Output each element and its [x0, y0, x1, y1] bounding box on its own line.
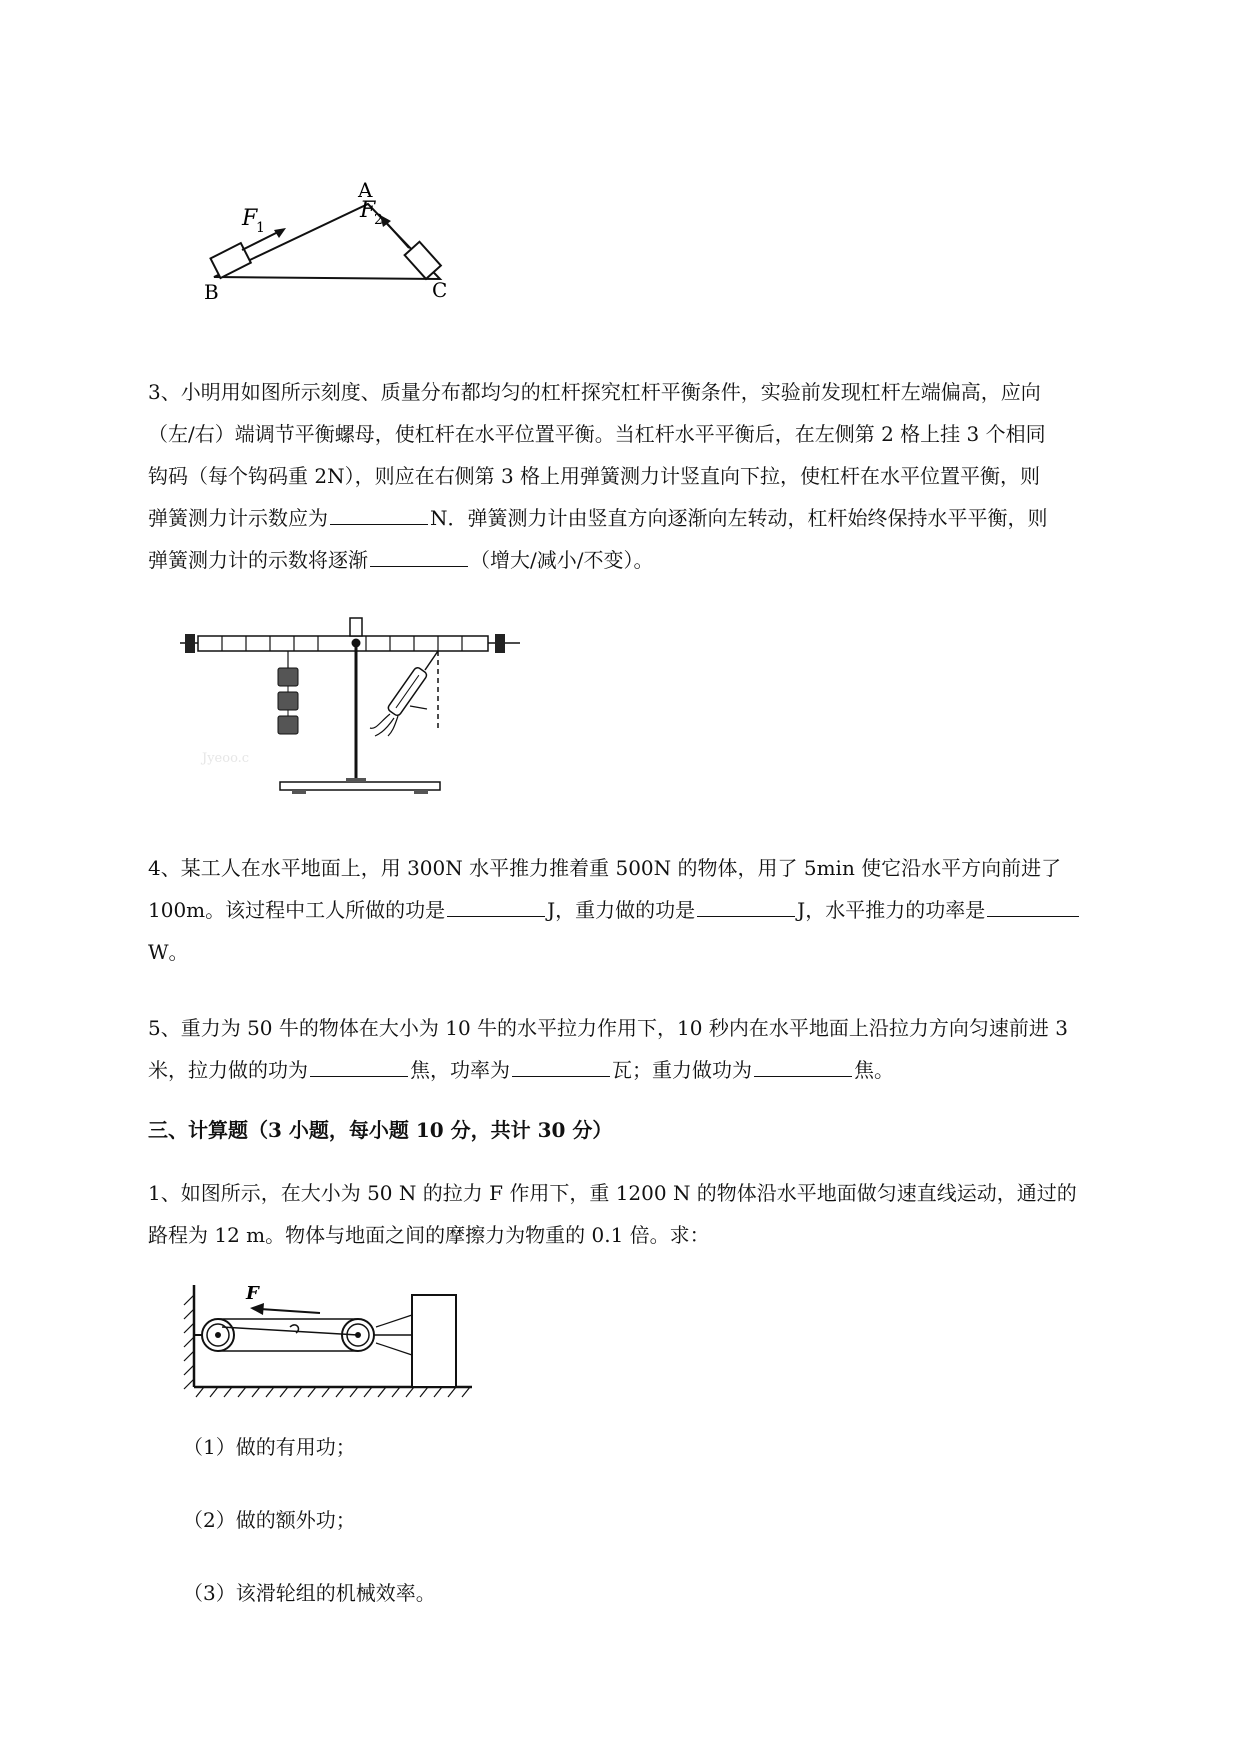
q3-line-5: 弹簧测力计的示数将逐渐 （增大/减小/不变）。 [148, 548, 654, 572]
c1-line-1: 1、如图所示，在大小为 50 N 的拉力 F 作用下，重 1200 N 的物体沿水平地面做匀速直线运动，通过的 [148, 1181, 1077, 1205]
q4-line-1: 4、某工人在水平地面上，用 300N 水平推力推着重 500N 的物体，用了 5min 使它沿水平方向前进了 [148, 856, 1062, 880]
q5-line-1: 5、重力为 50 牛的物体在大小为 10 牛的水平拉力作用下，10 秒内在水平地面上沿拉力方向匀速前进 3 [148, 1016, 1068, 1040]
label-f2-subscript: 2 [374, 212, 383, 228]
answer-blank[interactable] [330, 504, 428, 525]
question-4 [148, 847, 1158, 973]
q3-line-2: （左/右）端调节平衡螺母，使杠杆在水平位置平衡。当杠杆水平平衡后，在左侧第 2 格上挂 3 个相同 [148, 422, 1046, 446]
answer-blank[interactable] [754, 1056, 852, 1077]
c1-line-2: 路程为 12 m。物体与地面之间的摩擦力为物重的 0.1 倍。求： [148, 1223, 710, 1247]
label-a: A [358, 178, 373, 202]
section-heading: 三、计算题（3 小题，每小题 10 分，共计 30 分） [148, 1118, 613, 1142]
question-3 [148, 371, 1158, 581]
label-b: B [204, 280, 219, 304]
q4-line-2: 100m。该过程中工人所做的功是 J，重力做的功是 J，水平推力的功率是 [148, 889, 1158, 931]
sub-question-1: （1）做的有用功； [183, 1435, 356, 1459]
watermark: Jyeoo.c [202, 751, 250, 766]
q5-line-2: 米，拉力做的功为 焦，功率为 瓦；重力做功为 焦。 [148, 1058, 894, 1082]
answer-blank[interactable] [370, 546, 468, 567]
answer-blank[interactable] [447, 896, 545, 917]
sub-question-3: （3）该滑轮组的机械效率。 [183, 1581, 436, 1605]
answer-blank[interactable] [697, 896, 795, 917]
answer-blank[interactable] [512, 1056, 610, 1077]
calc-question-1 [148, 1172, 1158, 1256]
label-f1: F [242, 206, 258, 231]
lever-balance-diagram [180, 610, 540, 810]
label-f: F [246, 1283, 259, 1304]
triangle-force-diagram [200, 178, 460, 335]
answer-blank[interactable] [310, 1056, 408, 1077]
label-f1-subscript: 1 [256, 220, 265, 236]
question-5 [148, 1007, 1158, 1091]
q3-line-3: 钩码（每个钩码重 2N），则应在右侧第 3 格上用弹簧测力计竖直向下拉，使杠杆在水平位置平衡，则 [148, 464, 1041, 488]
answer-blank[interactable] [987, 896, 1079, 917]
pulley-system-diagram [180, 1285, 480, 1415]
sub-question-2: （2）做的额外功； [183, 1508, 356, 1532]
label-f2: F [360, 198, 376, 223]
q3-line-4: 弹簧测力计示数应为 N．弹簧测力计由竖直方向逐渐向左转动，杠杆始终保持水平平衡，则 [148, 506, 1048, 530]
q3-line-1: 3、小明用如图所示刻度、质量分布都均匀的杠杆探究杠杆平衡条件，实验前发现杠杆左端偏高，应向 [148, 380, 1041, 404]
q4-line-3: W。 [148, 940, 189, 964]
label-c: C [432, 278, 448, 302]
